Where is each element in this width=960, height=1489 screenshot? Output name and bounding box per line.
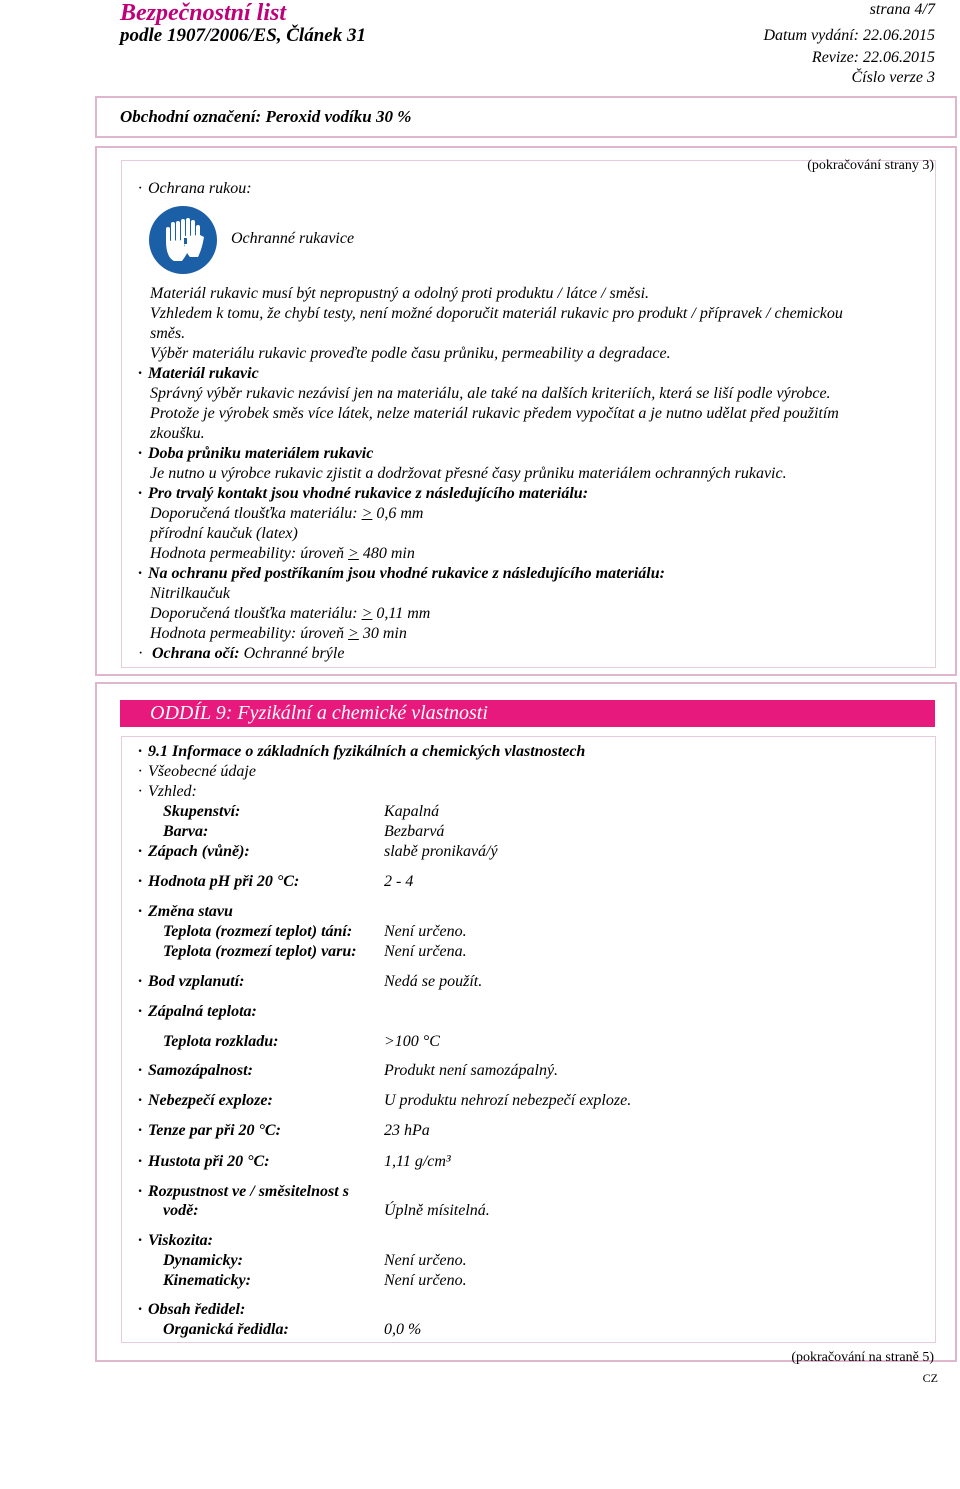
prop-value: 1,11 g/cm³: [384, 1153, 451, 1170]
glove-material-text-2: Protože je výrobek směs více látek, nelze materiál rukavic předem vypočítat a je nutno udělat před použitím: [150, 405, 839, 422]
prop-label: Viskozita:: [148, 1232, 213, 1249]
prop-label: Samozápalnost:: [148, 1062, 253, 1079]
eye-protection: [138, 644, 344, 664]
hand-protection-label: [138, 179, 252, 199]
prop-value: Není určeno.: [384, 1252, 467, 1269]
prop-label-row: [138, 842, 250, 862]
glove-test-note-cont: směs.: [150, 325, 186, 342]
prop-label-row: [138, 1061, 253, 1081]
prop-label: Teplota (rozmezí teplot) varu:: [163, 943, 357, 960]
glove-test-note: Vzhledem k tomu, že chybí testy, není možné doporučit materiál rukavic pro produkt / přípravek / chemickou: [150, 305, 843, 322]
permanent-contact-heading-text: Pro trvalý kontakt jsou vhodné rukavice z následujícího materiálu:: [148, 485, 589, 502]
regulation-subtitle: podle 1907/2006/ES, Článek 31: [120, 25, 366, 46]
glove-material-note: Materiál rukavic musí být nepropustný a odolný proti produktu / látce / směsi.: [150, 285, 650, 302]
prop-value: >100 °C: [384, 1033, 440, 1050]
prop-value: U produktu nehrozí nebezpečí exploze.: [384, 1092, 632, 1109]
prop-label: Kinematicky:: [163, 1272, 251, 1289]
permanent-thickness-value: 0,6 mm: [376, 505, 424, 522]
gloves-icon: [148, 205, 218, 275]
prop-label-row: [138, 1231, 213, 1251]
permanent-material: přírodní kaučuk (latex): [150, 525, 298, 542]
prop-label: Změna stavu: [148, 903, 233, 920]
prop-value: Bezbarvá: [384, 823, 445, 840]
trade-name: Obchodní označení: Peroxid vodíku 30 %: [120, 107, 412, 126]
prop-value: Není určeno.: [384, 923, 467, 940]
prop-label: Teplota rozkladu:: [163, 1033, 279, 1050]
permanent-perm-label: Hodnota permeability: úroveň: [150, 545, 345, 562]
prop-label: Zápach (vůně):: [148, 843, 250, 860]
splash-perm-label: Hodnota permeability: úroveň: [150, 625, 345, 642]
prop-label: Organická ředidla:: [163, 1321, 289, 1338]
permanent-permeability: [150, 544, 415, 564]
splash-perm-value: 30 min: [362, 625, 407, 642]
prop-label-row: [138, 1182, 349, 1202]
splash-thickness: [150, 604, 430, 624]
continued-from: (pokračování strany 3): [807, 158, 934, 173]
prop-label: Tenze par při 20 °C:: [148, 1122, 281, 1139]
splash-material: Nitrilkaučuk: [150, 585, 230, 602]
penetration-heading: [138, 444, 373, 464]
eye-protection-value: Ochranné brýle: [243, 645, 345, 662]
prop-value: Není určeno.: [384, 1272, 467, 1289]
appearance-heading: [138, 782, 197, 802]
penetration-text: Je nutno u výrobce rukavic zjistit a dodržovat přesné časy průniku materiálem ochranných rukavic.: [150, 465, 787, 482]
glove-material-heading: [138, 364, 259, 384]
version-number: Číslo verze 3: [851, 69, 935, 86]
gte-symbol: >: [361, 605, 373, 622]
general-info-text: Všeobecné údaje: [148, 763, 256, 780]
prop-label-row: [138, 1300, 245, 1320]
info-heading-text: 9.1 Informace o základních fyzikálních a chemických vlastnostech: [148, 743, 586, 760]
prop-label-row: [138, 872, 299, 892]
page-number: strana 4/7: [869, 1, 935, 18]
prop-value: Není určena.: [384, 943, 467, 960]
prop-value: 0,0 %: [384, 1321, 422, 1338]
prop-value: Kapalná: [384, 803, 440, 820]
prop-label-row: [138, 902, 233, 922]
permanent-perm-value: 480 min: [362, 545, 415, 562]
revision-date: Revize: 22.06.2015: [811, 49, 935, 66]
glove-material-text: Správný výběr rukavic nezávisí jen na materiálu, ale také na dalších kriteriích, která se liší podle výrobce.: [150, 385, 831, 402]
eye-protection-label: Ochrana očí:: [152, 645, 240, 662]
gte-symbol: >: [348, 545, 359, 562]
gloves-caption: Ochranné rukavice: [231, 230, 355, 247]
glove-material-text-3: zkoušku.: [150, 425, 205, 442]
prop-label: Teplota (rozmezí teplot) tání:: [163, 923, 353, 940]
general-info: [138, 762, 256, 782]
info-heading: [138, 742, 585, 762]
permanent-contact-heading: [138, 484, 588, 504]
prop-label-row: [138, 972, 244, 992]
glove-material-heading-text: Materiál rukavic: [148, 365, 259, 382]
penetration-heading-text: Doba průniku materiálem rukavic: [148, 445, 374, 462]
hand-protection-label-text: Ochrana rukou:: [148, 180, 252, 197]
prop-label: Nebezpečí exploze:: [148, 1092, 273, 1109]
splash-heading-text: Na ochranu před postříkaním jsou vhodné rukavice z následujícího materiálu:: [148, 565, 665, 582]
continued-to: (pokračování na straně 5): [791, 1350, 934, 1365]
prop-label: Dynamicky:: [163, 1252, 243, 1269]
prop-label: Hodnota pH při 20 °C:: [148, 873, 300, 890]
prop-label: Barva:: [163, 823, 209, 840]
document-title: Bezpečnostní list: [120, 0, 287, 26]
permanent-thickness: [150, 504, 423, 524]
prop-label: Rozpustnost ve / směsitelnost s: [148, 1183, 349, 1200]
prop-value: 23 hPa: [384, 1122, 430, 1139]
gte-symbol: >: [361, 505, 373, 522]
prop-label: Obsah ředidel:: [148, 1301, 246, 1318]
language-code: CZ: [922, 1371, 938, 1385]
prop-label-row: [138, 1152, 270, 1172]
prop-value: Nedá se použít.: [384, 973, 483, 990]
appearance-heading-text: Vzhled:: [148, 783, 197, 800]
glove-selection-note: Výběr materiálu rukavic proveďte podle času průniku, permeability a degradace.: [150, 345, 671, 362]
prop-label: Bod vzplanutí:: [148, 973, 245, 990]
prop-value: 2 - 4: [384, 873, 414, 890]
splash-thickness-label: Doporučená tloušťka materiálu:: [150, 605, 358, 622]
splash-heading: [138, 564, 665, 584]
prop-label: Skupenství:: [163, 803, 241, 820]
prop-value: Produkt není samozápalný.: [384, 1062, 559, 1079]
section9-title: ODDÍL 9: Fyzikální a chemické vlastnosti: [120, 700, 935, 727]
gte-symbol: >: [348, 625, 359, 642]
prop-label: vodě:: [163, 1202, 199, 1219]
prop-value: Úplně mísitelná.: [384, 1202, 490, 1219]
prop-value: slabě pronikavá/ý: [384, 843, 498, 860]
prop-label-row: [138, 1002, 257, 1022]
issue-date: Datum vydání: 22.06.2015: [763, 27, 935, 44]
permanent-thickness-label: Doporučená tloušťka materiálu:: [150, 505, 358, 522]
splash-permeability: [150, 624, 407, 644]
prop-label-row: [138, 1091, 273, 1111]
splash-thickness-value: 0,11 mm: [376, 605, 431, 622]
prop-label-row: [138, 1121, 281, 1141]
prop-label: Hustota při 20 °C:: [148, 1153, 270, 1170]
prop-label: Zápalná teplota:: [148, 1003, 257, 1020]
